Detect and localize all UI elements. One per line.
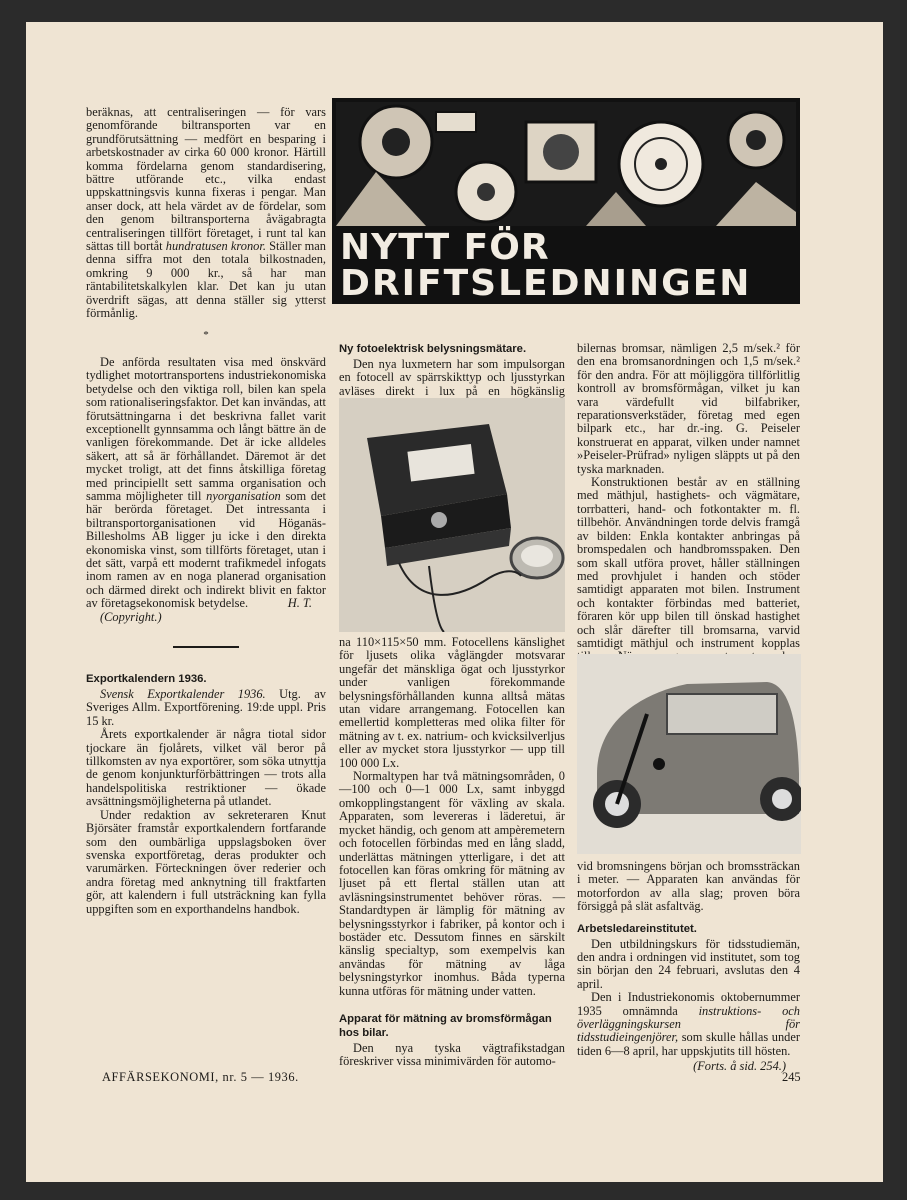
footer-publication: AFFÄRSEKONOMI, nr. 5 — 1936. [102, 1070, 299, 1084]
section-rule [173, 646, 239, 648]
banner-title [340, 227, 792, 304]
article-paragraph: Den nya tyska vägtrafikstadgan föreskriver vissa minimivärden för automo- [339, 1040, 565, 1069]
magazine-page [26, 22, 883, 1182]
article-paragraph: Den nya luxmetern har som impulsorgan en fotocell av spärrskikttyp och ljusstyrkan avläses direkt i lux på en högkänslig [339, 357, 565, 398]
article-paragraph: Den i Industriekonomis oktobernummer 1935 omnämnda instruktions- och överläggningskursen för tidsstudieingenjörer, som skulle hållas under tiden 6—8 april, har uppskjutits till hösten. [577, 990, 800, 1058]
banner-title-line-1: NYTT FÖR [340, 227, 550, 268]
article-paragraph: De anförda resultaten visa med önskvärd tydlighet motortransportens industriekonomiska betydelse och den viktiga roll, bilen kan spela som rationaliseringsfaktor. Det kan invändas, att förutsättningarna i det beskrivna fallet varit exceptionellt gynnsamma och långt bättre än de vanligen förekommande. Det är icke alldeles säkert, att så är förhållandet. Däremot är det mycket troligt, att det finns åtskilliga företag med principiellt sett samma organisation och samma möjligheter till nyorganisation som det här berörda företaget. Det intressanta i biltransportorganisationen vid Höganäs-Billesholms AB ligger ju icke i den direkta ekonomiska vinst, som tillförts företaget, utan i det sätt, varpå ett modernt trafikmedel infogats inom ramen av en noga planerad organisation och därmed direkt och indirekt blivit en faktor av företagsekonomisk betydelse. H. T. [86, 354, 326, 611]
section-banner [332, 98, 800, 304]
article-paragraph: na 110×115×50 mm. Fotocellens känslighet för ljusets olika våglängder motsvarar ungefär det mänskliga ögat och ljusstyrkor under vanligen förekommande belysningsförhållanden kunna alltså mätas utan vidare arrangemang. Fotocellen kan emellertid kompletteras med olika filter för mätning av t. ex. natrium- och kvicksilverljus eller av mycket stora ljusstyrkor — upp till 100 000 Lx. [339, 635, 565, 770]
right-column [577, 342, 800, 704]
continuation-note: (Forts. å sid. 254.) [693, 1059, 786, 1074]
article-paragraph: vid bromsningens början och bromssträckan i meter. — Apparaten kan användas för motorfordon av alla slag; proven böra försiggå på slät asfaltväg. [577, 859, 800, 914]
right-column-continued [577, 860, 800, 1074]
section-heading: Arbetsledareinstitutet. [577, 922, 697, 935]
banner-title-line-2: DRIFTSLEDNINGEN [340, 263, 752, 304]
brake-tester-car-photo [577, 654, 801, 854]
article-paragraph: Konstruktionen består av en ställning med mäthjul, hastighets- och vägmätare, torrbatteri, hand- och fotkontakter m. fl. tillbehör. Användningen torde delvis framgå av bilden: Enkla kontakter anbringas på bromspedalen och handbromsspaken. Den som skall utföra provet, håller ställningen med provhjulet i handen och stöder samtidigt apparaten mot bilen. Instrument och kontakter förbindas med batteriet, föraren kör upp bilen till önskad hastighet och slår därefter till bromsarna, varvid samtidigt mäthjul och instrument kopplas [577, 475, 800, 650]
article-paragraph: Under redaktion av sekreteraren Knut Björsäter framstår exportkalendern fortfarande som den oumbärliga uppslagsboken över svenska exportföretag, deras produkter och varumärken. Förteckningen över rederier och andra företag med anknytning till fraktfarten gör, att kalendern i full utsträckning kan fylla uppgiften som en exporthandelns handbok. [86, 807, 326, 916]
middle-column-continued [339, 636, 565, 1069]
article-paragraph: bilernas bromsar, nämligen 2,5 m/sek.² för den ena bromsanordningen och 1,5 m/sek.² för den andra. För att möjliggöra tillförlitlig kontroll av bromsförmågan, vilket ju kan vara värdefullt vid bilfabriker, reparationsverkstäder, företag med egen bilpark etc., har dr.-ing. G. Peiseler konstruerat en apparat, vilken under namnet »Peiseler-Prüfrad» nyligen släppts ut på den tyska marknaden. [577, 341, 800, 476]
article-paragraph: Den utbildningskurs för tidsstudiemän, den andra i ordningen vid institutet, som tog sin början den 24 februari, avslutas den 4 april. [577, 936, 800, 991]
author-signature: H. T. [287, 596, 312, 611]
left-column [86, 106, 326, 916]
section-heading: Exportkalendern 1936. [86, 673, 207, 686]
section-heading: Ny fotoelektrisk belysningsmätare. [339, 343, 527, 355]
article-paragraph: Årets exportkalender är några tiotal sidor tjockare än fjolårets, vilket väl beror på tillkomsten av nya exportörer, som söka utnyttja de genom konjunkturförbättringen — trots alla handelspolitiska restriktioner — ökade avsättningsmöjligheterna på utlandet. [86, 727, 326, 809]
section-heading: Apparat för mätning av bromsförmågan hos bilar. [339, 1012, 552, 1039]
light-meter-photo [339, 398, 565, 632]
copyright-note: (Copyright.) [100, 609, 162, 624]
section-divider-star: * [203, 328, 209, 341]
book-citation: Svensk Exportkalender 1936. Utg. av Sveriges Allm. Exportförening. 19:de uppl. Pris 15 kr. [86, 687, 326, 728]
article-paragraph: Normaltypen har två mätningsområden, 0—100 och 0—1 000 Lx, samt inbyggd omkopplingstangent för växling av skala. Apparaten, som levereras i läderetui, är mycket händig, och genom att ampèremetern och fotocellen förbindas med en lång sladd, underlättas mätningen ytterligare, i det att fotocellen kan föras omkring för mätning av ljuset på ett flertal ställen utan att avläsningsinstrumentet behöver röras. — Standardtypen är lämplig för mätning av belysningsstyrkor i fabriker, på kontor och i bostäder etc. Dessutom finnes en särskilt känslig specialtyp, som exempelvis kan användas för mätning av låga belysningstyrkor inomhus. Båda typerna kunna utföras för mätning under vatten. [339, 769, 565, 998]
article-paragraph: beräknas, att centraliseringen — för vars genomförande biltransporten var en grundförutsättning — medfört en besparing i arbetskostnader av cirka 60 000 kronor. Härtill komma fördelarna genom standardisering, bättre utförande etc., vilka endast uppskattningsvis kunna fixeras i pengar. Man anser dock, att hela värdet av de fördelar, som den genom biltransporterna åvägabragta centraliseringen tillfört företaget, i runt tal kan sättas till bortåt hundratusen kronor. Ställer man denna siffra mot den totala bilkostnaden, omkring 9 000 kr., så har man räntabilitetskalkylen klar. Det kan ju utan överdrift sägas, att denna ställer sig ytterst förmånlig. [86, 105, 326, 321]
page-number: 245 [782, 1070, 801, 1084]
machinery-illustration [336, 102, 796, 226]
